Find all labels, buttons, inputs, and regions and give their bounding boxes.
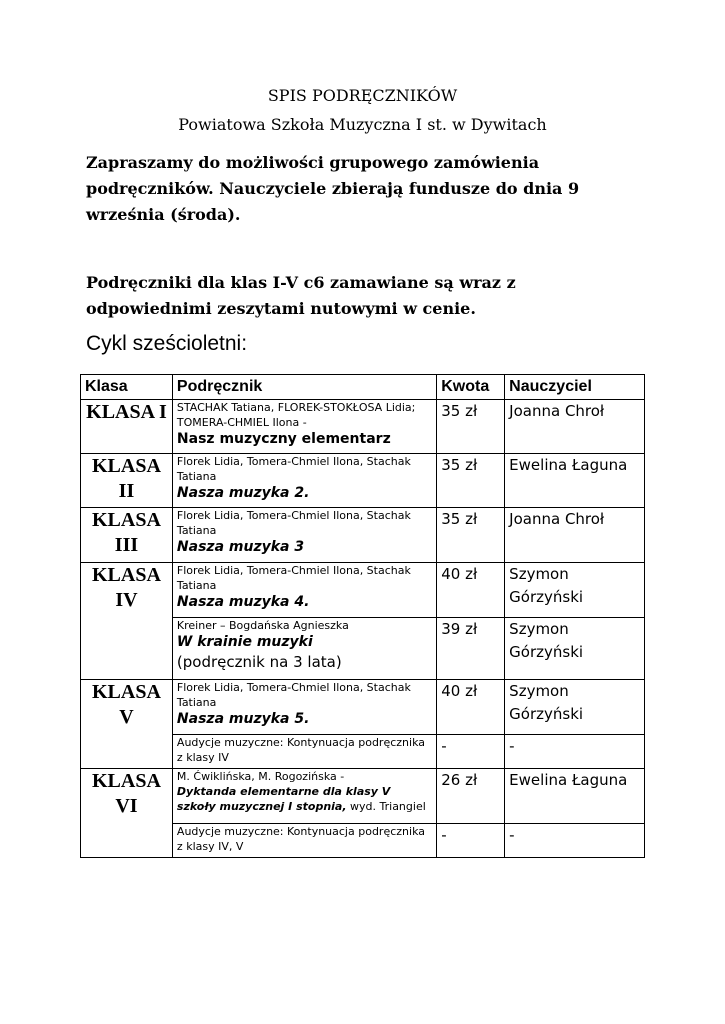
price: 39 zł [437,618,505,680]
book-publisher: wyd. Triangiel [350,800,426,813]
book-cell [172,769,436,824]
class-label: KLASA V [81,680,173,769]
table-row [81,680,645,735]
table-header-row [81,375,645,400]
book-authors: Florek Lidia, Tomera-Chmiel Ilona, Stachak Tatiana [176,455,411,483]
book-authors: M. Ćwiklińska, M. Rogozińska - [176,770,345,783]
teacher: Szymon Górzyński [505,563,645,618]
book-cell [172,824,436,858]
price: - [437,735,505,769]
book-authors: STACHAK Tatiana, FLOREK-STOKŁOSA Lidia; TOMERA-CHMIEL Ilona - [176,401,416,429]
price: 35 zł [437,454,505,508]
class-label: KLASA VI [81,769,173,858]
teacher: - [505,824,645,858]
class-label: KLASA I [81,400,173,454]
cycle-heading: Cykl sześcioletni: [86,332,248,355]
header-klasa: Klasa [81,375,173,400]
header-kwota: Kwota [437,375,505,400]
table-row [81,454,645,508]
book-authors: Florek Lidia, Tomera-Chmiel Ilona, Stachak Tatiana [176,564,411,592]
price: 35 zł [437,400,505,454]
class-label: KLASA II [81,454,173,508]
table-row [81,563,645,618]
book-authors: Audycje muzyczne: Kontynuacja podręcznika z klasy IV, V [176,825,425,853]
school-name: Powiatowa Szkoła Muzyczna I st. w Dywitach [178,115,547,134]
intro-paragraph-notebooks: Podręczniki dla klas I-V c6 zamawiane są wraz z odpowiednimi zeszytami nutowymi w cenie. [86,273,516,318]
class-label: KLASA IV [81,563,173,680]
teacher: - [505,735,645,769]
book-cell [172,563,436,618]
book-authors: Audycje muzyczne: Kontynuacja podręcznika z klasy IV [176,736,425,764]
teacher: Szymon Górzyński [505,618,645,680]
class-label: KLASA III [81,508,173,563]
teacher: Szymon Górzyński [505,680,645,735]
book-cell [172,400,436,454]
teacher: Joanna Chroł [505,508,645,563]
textbook-table [80,374,645,858]
book-title: Nasza muzyka 3 [176,539,305,555]
header-teacher: Nauczyciel [505,375,645,400]
price: 35 zł [437,508,505,563]
intro-paragraph-order: Zapraszamy do możliwości grupowego zamówienia podręczników. Nauczyciele zbierają fundusze do dnia 9 września (środa). [86,153,580,224]
price: 26 zł [437,769,505,824]
teacher: Ewelina Łaguna [505,769,645,824]
book-cell [172,680,436,735]
table-row [81,508,645,563]
teacher: Ewelina Łaguna [505,454,645,508]
book-title: Nasz muzyczny elementarz [176,431,391,447]
price: - [437,824,505,858]
book-title: Nasza muzyka 5. [176,711,310,727]
book-title: Dyktanda elementarne dla klasy V szkoły muzycznej I stopnia, [176,785,391,813]
header-book: Podręcznik [172,375,436,400]
book-authors: Florek Lidia, Tomera-Chmiel Ilona, Stachak Tatiana [176,509,411,537]
price: 40 zł [437,563,505,618]
book-cell [172,618,436,680]
book-authors: Florek Lidia, Tomera-Chmiel Ilona, Stachak Tatiana [176,681,411,709]
book-title: Nasza muzyka 4. [176,594,310,610]
book-title: Nasza muzyka 2. [176,485,310,501]
teacher: Joanna Chroł [505,400,645,454]
book-note: (podręcznik na 3 lata) [176,653,342,671]
table-row [81,769,645,824]
book-title: W krainie muzyki [176,634,313,650]
book-authors: Kreiner – Bogdańska Agnieszka [176,619,349,632]
document-title: SPIS PODRĘCZNIKÓW [267,86,458,105]
book-cell [172,508,436,563]
price: 40 zł [437,680,505,735]
table-row [81,400,645,454]
book-cell [172,454,436,508]
book-cell [172,735,436,769]
